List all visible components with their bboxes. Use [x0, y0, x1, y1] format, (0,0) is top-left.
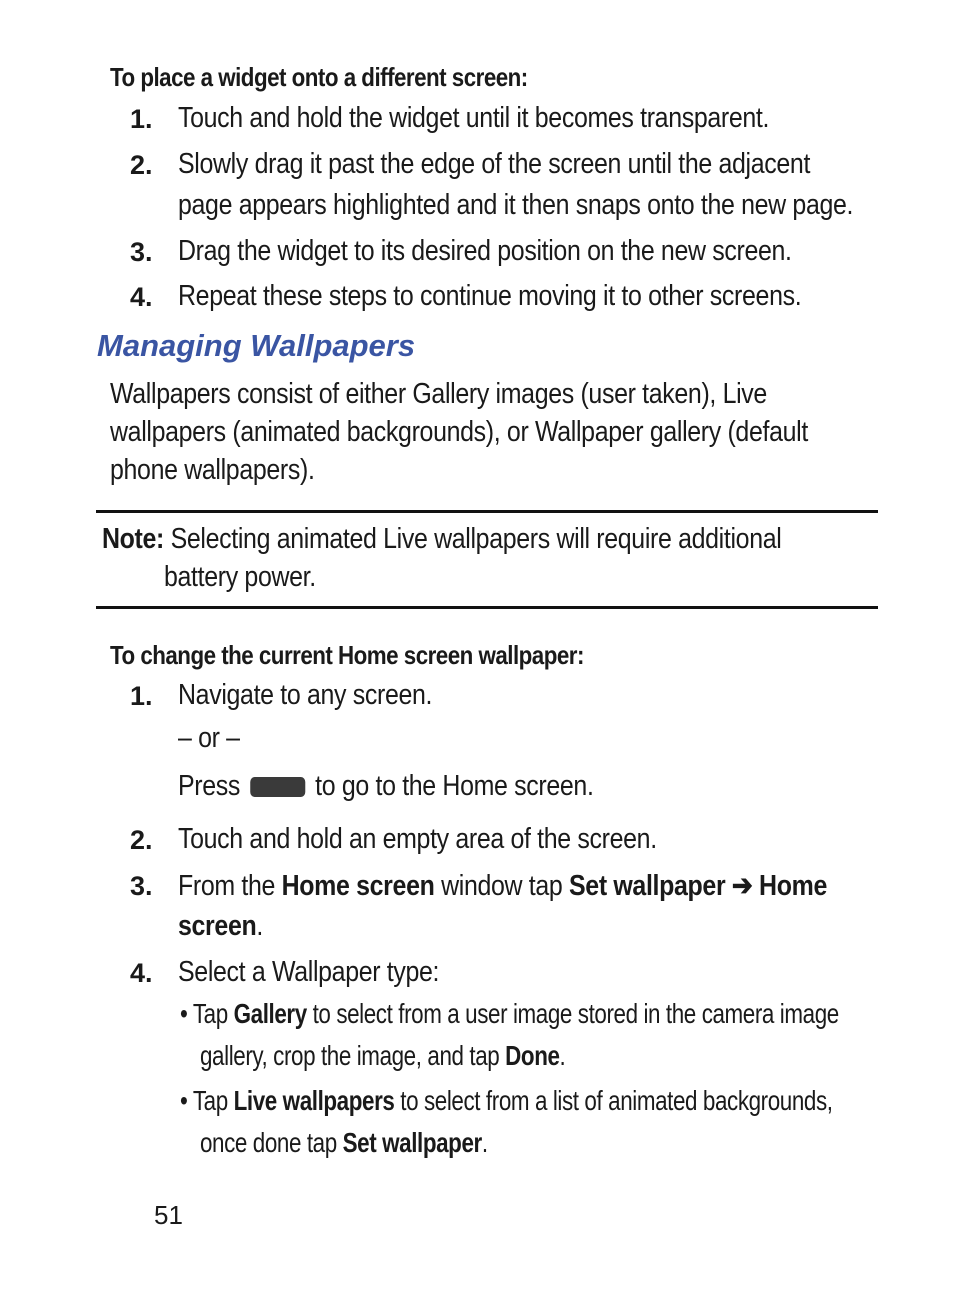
step-number: 2. — [130, 825, 153, 855]
page-title: Managing Wallpapers — [97, 328, 416, 363]
intro-line: Wallpapers consist of either Gallery images (user taken), Live — [110, 378, 767, 410]
text-run: gallery, crop the image, and tap — [200, 1040, 506, 1071]
or-separator: – or – — [178, 722, 240, 754]
step-text: Slowly drag it past the edge of the screen until the adjacent — [178, 148, 811, 180]
press-after-text: to go to the Home screen. — [315, 770, 594, 802]
press-home-line — [178, 770, 594, 803]
bold-run: Done — [505, 1040, 560, 1071]
text-run: window tap — [434, 870, 570, 902]
bullet-continuation — [200, 1127, 488, 1159]
text-run: to select from a user image stored in the camera image — [306, 998, 839, 1029]
section-heading-widget: To place a widget onto a different screen: — [110, 62, 528, 92]
intro-line: wallpapers (animated backgrounds), or Wallpaper gallery (default — [110, 416, 808, 448]
step-text: page appears highlighted and it then snaps onto the new page. — [178, 189, 854, 221]
step-text — [178, 910, 263, 943]
step-number: 4. — [130, 958, 153, 988]
note-label: Note: — [102, 523, 165, 555]
step-text — [178, 868, 827, 903]
bold-run: Set wallpaper — [342, 1127, 482, 1158]
bold-run: Home screen — [281, 870, 435, 902]
text-run: . — [481, 1127, 488, 1158]
press-label: Press — [178, 770, 241, 802]
text-run: Tap — [192, 998, 234, 1029]
step-number: 3. — [130, 237, 153, 267]
text-run: once done tap — [200, 1127, 343, 1158]
bold-run: Set wallpaper — [569, 870, 726, 902]
arrow-icon: ➔ — [725, 870, 760, 902]
step-text: Touch and hold the widget until it becomes transparent. — [178, 102, 770, 134]
bold-run: Gallery — [233, 998, 307, 1029]
note-top-rule — [96, 510, 878, 513]
note-text: Selecting animated Live wallpapers will require additional — [170, 523, 782, 555]
step-text: Select a Wallpaper type: — [178, 956, 440, 988]
bold-run: screen — [178, 910, 257, 942]
text-run: . — [256, 910, 263, 942]
note-line: battery power. — [164, 561, 316, 593]
text-run: to select from a list of animated backgrounds, — [394, 1085, 833, 1116]
bullet-item — [180, 998, 839, 1030]
step-text: Navigate to any screen. — [178, 679, 433, 711]
home-key-icon — [250, 777, 305, 797]
step-number: 2. — [130, 150, 153, 180]
step-number: 4. — [130, 282, 153, 312]
bold-run: Live wallpapers — [233, 1085, 395, 1116]
note-bottom-rule — [96, 606, 878, 609]
bold-run: Home — [759, 870, 827, 902]
step-number: 3. — [130, 871, 153, 901]
step-text: Touch and hold an empty area of the screen. — [178, 823, 657, 855]
text-run: Tap — [192, 1085, 234, 1116]
note-line — [102, 523, 781, 556]
section-heading-wallpaper: To change the current Home screen wallpaper: — [110, 640, 584, 670]
step-number: 1. — [130, 104, 153, 134]
intro-line: phone wallpapers). — [110, 454, 315, 486]
page-number: 51 — [154, 1200, 183, 1230]
text-run: . — [559, 1040, 566, 1071]
step-text: Repeat these steps to continue moving it to other screens. — [178, 280, 802, 312]
bullet-icon: • — [180, 998, 188, 1029]
bullet-item — [180, 1085, 833, 1117]
step-text: Drag the widget to its desired position on the new screen. — [178, 235, 792, 267]
bullet-continuation — [200, 1040, 565, 1072]
step-number: 1. — [130, 681, 153, 711]
bullet-icon: • — [180, 1085, 188, 1116]
text-run: From the — [178, 870, 282, 902]
